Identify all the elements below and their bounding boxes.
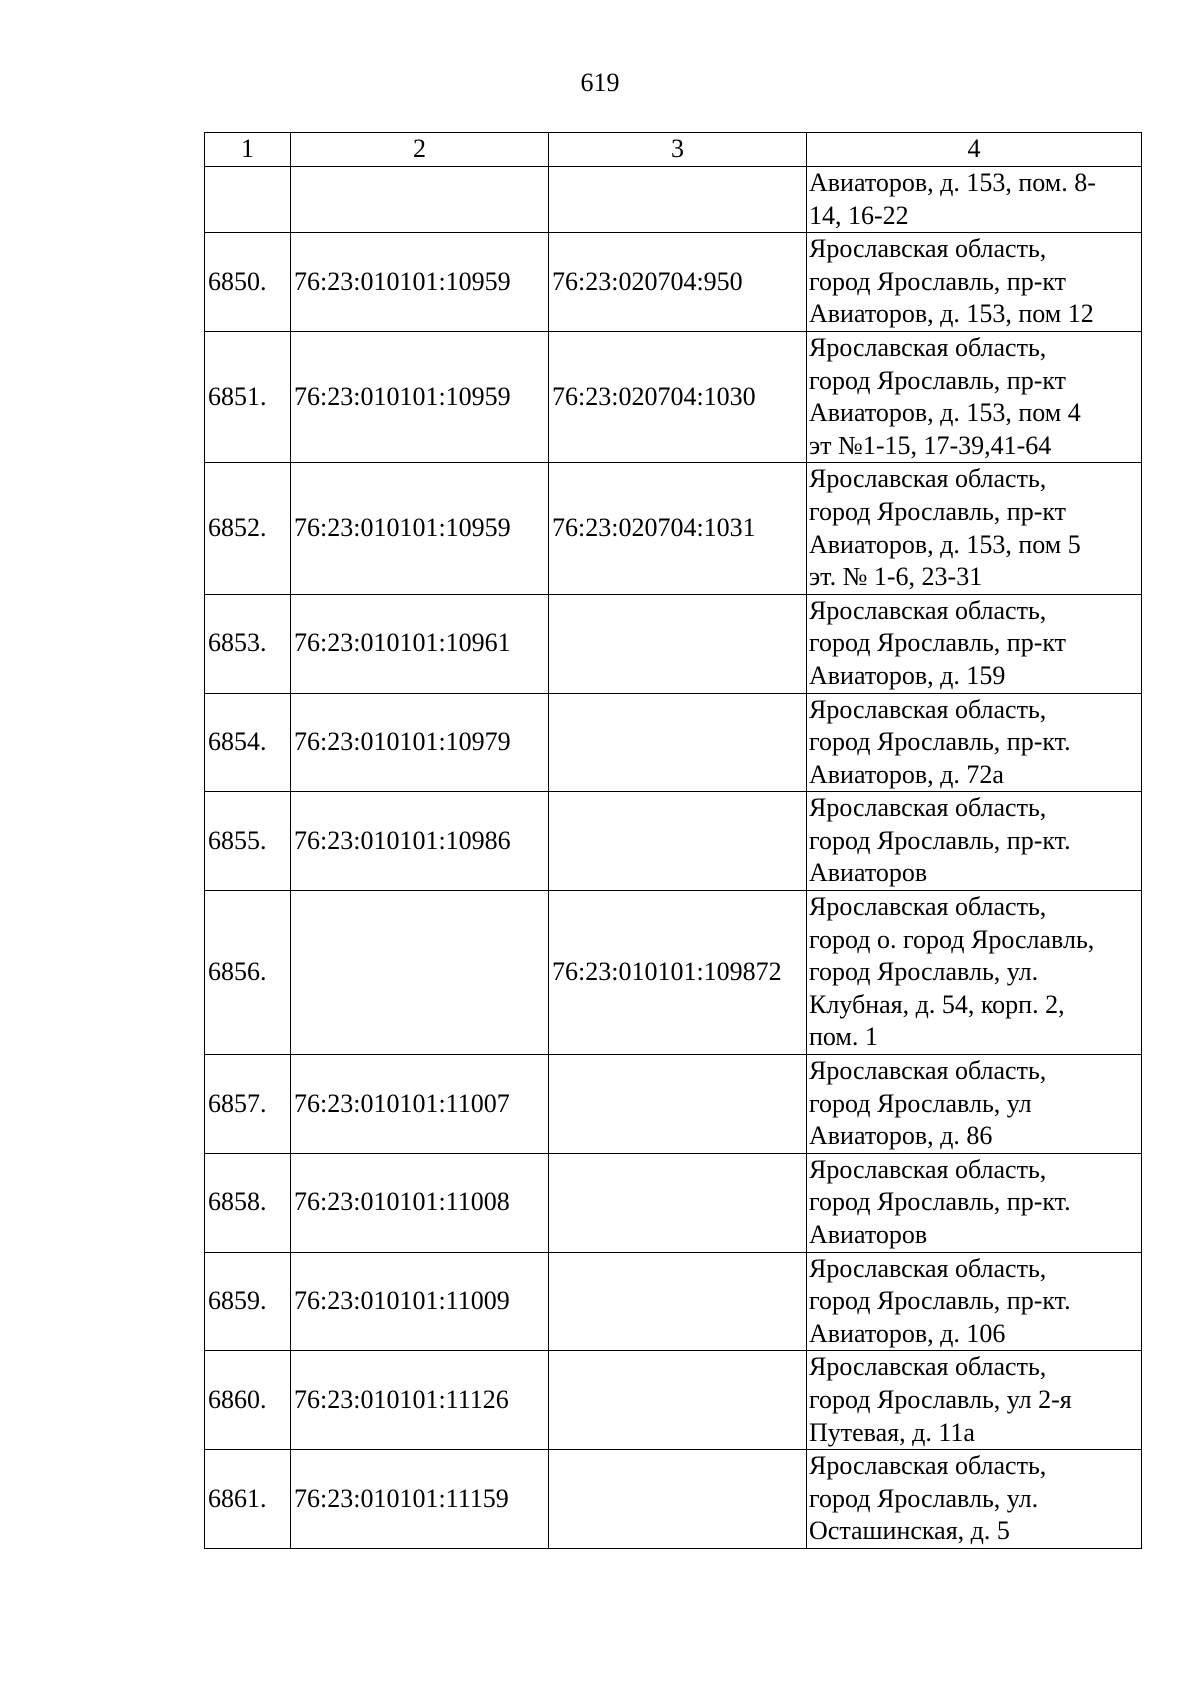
table-body: [205, 167, 1142, 1549]
related-cadastral-number: [549, 693, 807, 792]
cadastral-number: [291, 891, 549, 1055]
row-number: 6850.: [205, 233, 291, 332]
related-cadastral-number: [549, 1153, 807, 1252]
header-row: [205, 133, 1142, 167]
address-line: Ярославская область,: [809, 464, 1047, 494]
address-line: Ярославская область,: [809, 1253, 1047, 1283]
address-line: Ярославская область,: [809, 694, 1047, 724]
address-line: Авиаторов, д. 72а: [809, 759, 1004, 789]
address-line: Ярославская область,: [809, 793, 1047, 823]
address-cell: [807, 891, 1142, 1055]
page-number: 619: [580, 68, 620, 97]
table-row: [205, 792, 1142, 891]
row-number: 6854.: [205, 693, 291, 792]
address-line: Ярославская область,: [809, 1056, 1047, 1086]
address-line: город Ярославль, пр-кт.: [809, 1187, 1071, 1217]
address-line: Авиаторов, д. 106: [809, 1318, 1006, 1348]
address-line: Авиаторов: [809, 1220, 928, 1249]
address-line: 14, 16-22: [809, 200, 909, 230]
address-line: город Ярославль, пр-кт: [809, 266, 1067, 296]
related-cadastral-number: [549, 792, 807, 891]
related-cadastral-number: [549, 1351, 807, 1450]
table-row: [205, 233, 1142, 332]
table-row: [205, 1055, 1142, 1154]
related-cadastral-number: [549, 1450, 807, 1549]
cadastral-number: [291, 167, 549, 233]
related-cadastral-number: 76:23:020704:1030: [549, 331, 807, 462]
address-line: Авиаторов, д. 153, пом 4: [809, 398, 1081, 428]
address-line: город Ярославль, пр-кт: [809, 496, 1067, 526]
address-line: город о. город Ярославль,: [809, 924, 1095, 954]
address-cell: [807, 331, 1142, 462]
cadastral-number: 76:23:010101:11126: [291, 1351, 549, 1450]
address-line: город Ярославль, ул 2-я: [809, 1384, 1072, 1414]
cadastral-number: 76:23:010101:10986: [291, 792, 549, 891]
table-row: [205, 1153, 1142, 1252]
registry-table: [204, 132, 1142, 1549]
row-number: 6860.: [205, 1351, 291, 1450]
address-line: Ярославская область,: [809, 1154, 1047, 1184]
table-row: [205, 1351, 1142, 1450]
cadastral-number: 76:23:010101:10959: [291, 463, 549, 594]
address-line: Осташинская, д. 5: [809, 1516, 1010, 1546]
address-line: Ярославская область,: [809, 1352, 1047, 1382]
address-line: город Ярославль, ул.: [809, 957, 1039, 987]
related-cadastral-number: [549, 167, 807, 233]
row-number: 6855.: [205, 792, 291, 891]
cadastral-number: 76:23:010101:10979: [291, 693, 549, 792]
address-line: Авиаторов, д. 159: [809, 660, 1006, 690]
address-line: Ярославская область,: [809, 234, 1047, 264]
address-cell: [807, 167, 1142, 233]
address-cell: [807, 1055, 1142, 1154]
table-row: [205, 594, 1142, 693]
related-cadastral-number: 76:23:010101:109872: [549, 891, 807, 1055]
table-row: [205, 331, 1142, 462]
row-number: 6861.: [205, 1450, 291, 1549]
table-row: [205, 463, 1142, 594]
row-number: 6856.: [205, 891, 291, 1055]
row-number: 6858.: [205, 1153, 291, 1252]
address-line: город Ярославль, ул.: [809, 1483, 1039, 1513]
related-cadastral-number: [549, 1055, 807, 1154]
address-line: Клубная, д. 54, корп. 2,: [809, 989, 1065, 1019]
address-cell: [807, 463, 1142, 594]
address-line: эт №1-15, 17-39,41-64: [809, 430, 1052, 460]
address-line: Ярославская область,: [809, 892, 1047, 922]
column-header-3: 3: [549, 133, 807, 167]
cadastral-number: 76:23:010101:11008: [291, 1153, 549, 1252]
address-line: город Ярославль, пр-кт.: [809, 727, 1071, 757]
table-row: [205, 1450, 1142, 1549]
address-line: город Ярославль, ул: [809, 1088, 1032, 1118]
related-cadastral-number: 76:23:020704:1031: [549, 463, 807, 594]
address-line: город Ярославль, пр-кт.: [809, 1286, 1071, 1316]
cadastral-number: 76:23:010101:10961: [291, 594, 549, 693]
address-line: Авиаторов, д. 86: [809, 1121, 993, 1151]
address-line: эт. № 1-6, 23-31: [809, 562, 983, 592]
address-cell: [807, 594, 1142, 693]
address-line: Ярославская область,: [809, 595, 1047, 625]
column-header-2: 2: [291, 133, 549, 167]
related-cadastral-number: 76:23:020704:950: [549, 233, 807, 332]
address-line: Авиаторов: [809, 858, 928, 888]
row-number: 6853.: [205, 594, 291, 693]
address-cell: [807, 1153, 1142, 1252]
row-number: 6851.: [205, 331, 291, 462]
address-line: Ярославская область,: [809, 332, 1047, 362]
row-number: 6852.: [205, 463, 291, 594]
table-row: [205, 693, 1142, 792]
address-cell: [807, 1351, 1142, 1450]
column-header-1: 1: [205, 133, 291, 167]
address-line: Ярославская область,: [809, 1451, 1047, 1481]
table-row: [205, 891, 1142, 1055]
cadastral-number: 76:23:010101:11159: [291, 1450, 549, 1549]
row-number: 6859.: [205, 1252, 291, 1351]
cadastral-number: 76:23:010101:11007: [291, 1055, 549, 1154]
address-cell: [807, 792, 1142, 891]
address-cell: [807, 1450, 1142, 1549]
address-line: Авиаторов, д. 153, пом 5: [809, 529, 1081, 559]
address-line: город Ярославль, пр-кт: [809, 365, 1067, 395]
column-header-4: 4: [807, 133, 1142, 167]
address-line: город Ярославль, пр-кт.: [809, 825, 1071, 855]
cadastral-number: 76:23:010101:10959: [291, 233, 549, 332]
related-cadastral-number: [549, 1252, 807, 1351]
table-row: [205, 167, 1142, 233]
address-cell: [807, 233, 1142, 332]
row-number: 6857.: [205, 1055, 291, 1154]
row-number: [205, 167, 291, 233]
address-cell: [807, 1252, 1142, 1351]
address-cell: [807, 693, 1142, 792]
address-line: Путевая, д. 11а: [809, 1417, 975, 1447]
related-cadastral-number: [549, 594, 807, 693]
address-line: Авиаторов, д. 153, пом. 8-: [809, 168, 1096, 197]
table-row: [205, 1252, 1142, 1351]
address-line: город Ярославль, пр-кт: [809, 628, 1067, 658]
cadastral-number: 76:23:010101:10959: [291, 331, 549, 462]
address-line: пом. 1: [809, 1022, 878, 1052]
address-line: Авиаторов, д. 153, пом 12: [809, 299, 1094, 329]
cadastral-number: 76:23:010101:11009: [291, 1252, 549, 1351]
